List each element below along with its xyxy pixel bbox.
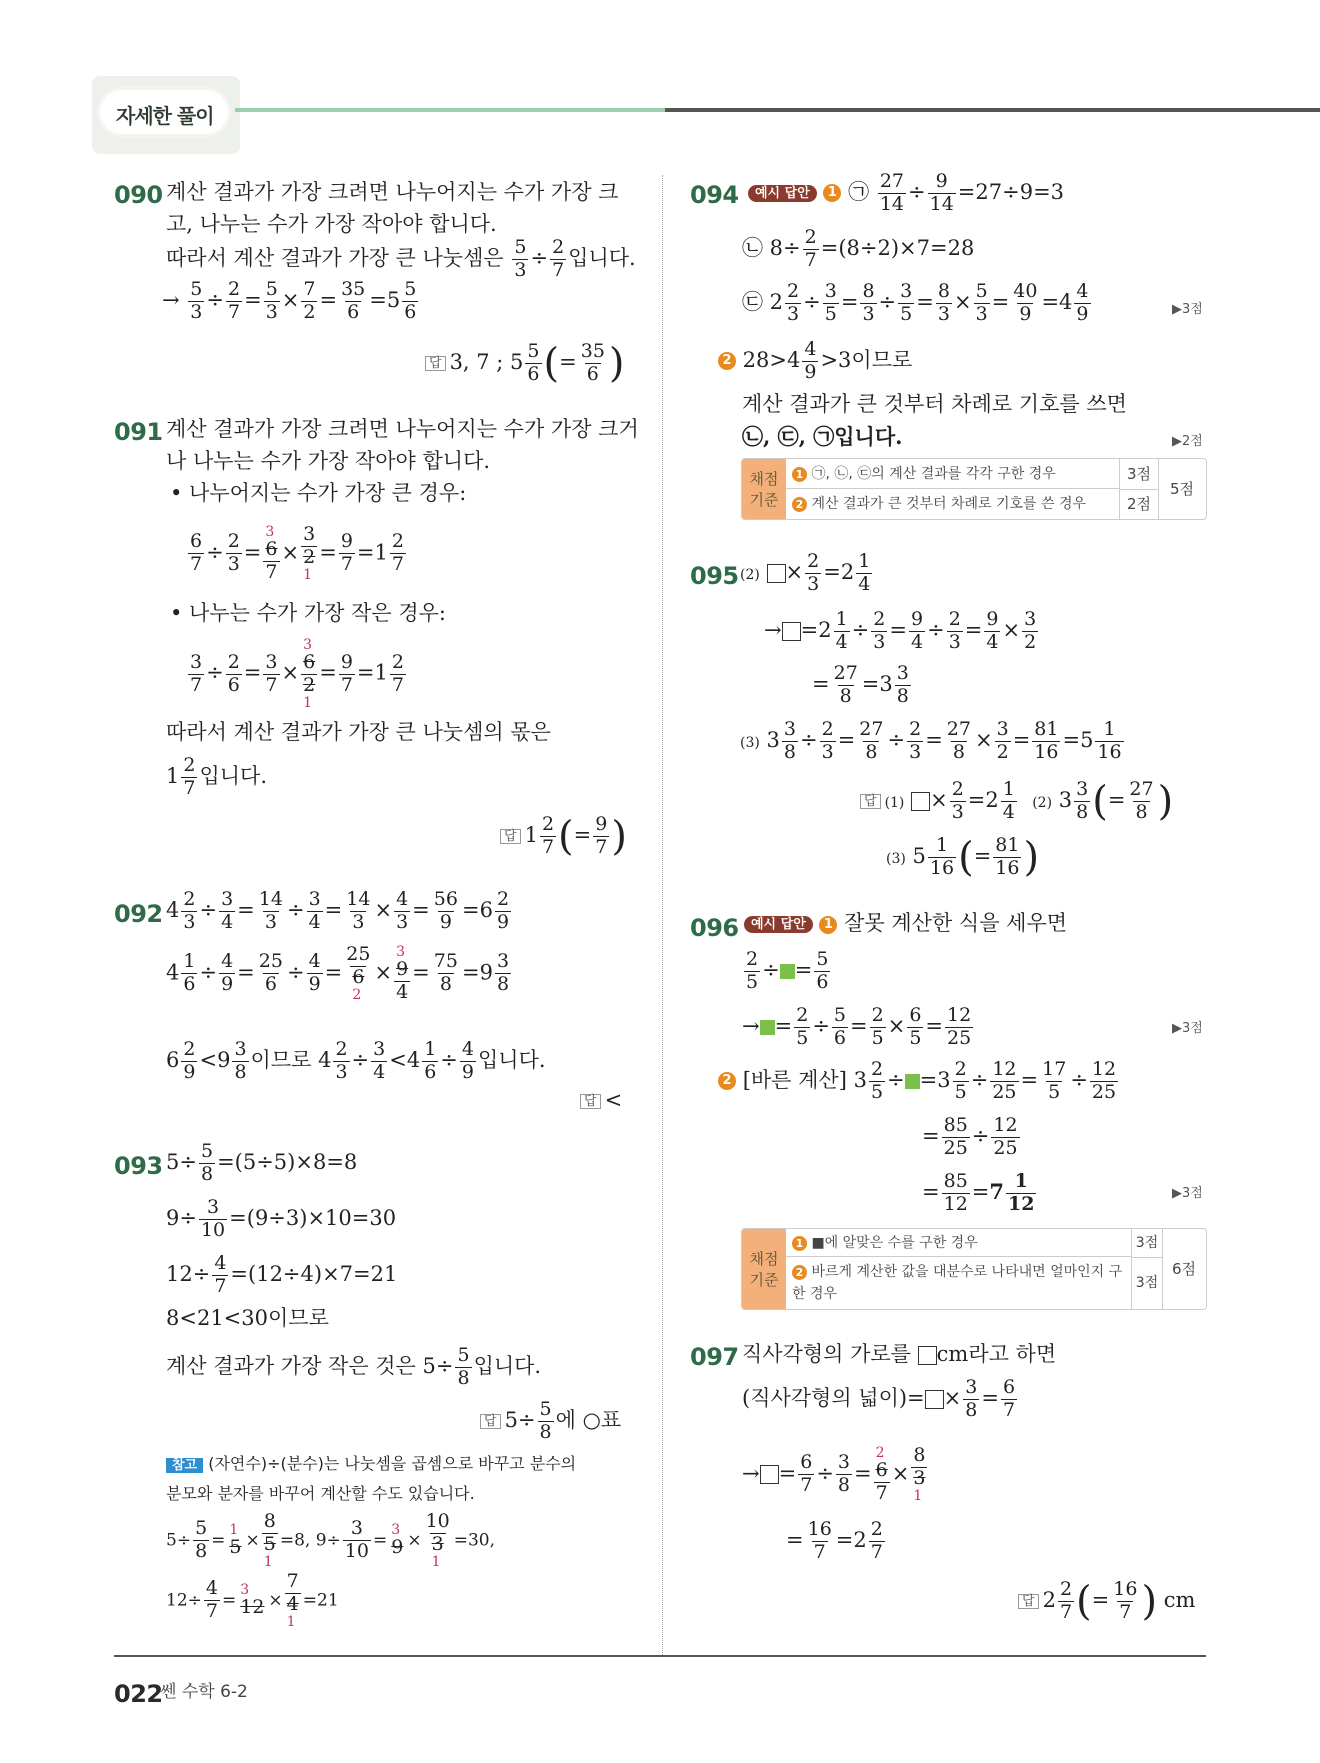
q093-line3: 12÷ $\frac{4}{7}$ =(12÷4)×7=21 — [166, 1252, 398, 1297]
q096-step2: 2 [바른 계산] 3 $\frac{2}{5}$ ÷ =3 $\frac{2}{5}$ ÷ $\frac{12}{25}$ = $\frac{17}{5}$ ÷ $\frac{12}{25}$ — [718, 1060, 1120, 1103]
rubric-item-1: ㉠, ㉡, ㉢의 계산 결과를 각각 구한 경우 — [811, 466, 1056, 482]
q093-ref2: 분모와 분자를 바꾸어 계산할 수도 있습니다. — [166, 1484, 475, 1503]
q096-eq1: $\frac{2}{5}$ ÷ = $\frac{5}{6}$ — [746, 948, 829, 993]
rubric-score-1: 3점 — [1132, 1229, 1163, 1258]
q090-text2: 고, 나누는 수가 가장 작아야 합니다. — [166, 212, 497, 236]
q090-calc: → $\frac{5}{3}$ ÷ $\frac{2}{7}$ = $\frac{5}{3}$ × $\frac{7}{2}$ = $\frac{35}{6}$ =5 $\frac{5}{6}$ — [162, 278, 417, 323]
q094-step1: 예시 답안 1 ㉠ $\frac{27}{14}$ ÷ $\frac{9}{14}$ =27÷9=3 — [748, 172, 1064, 215]
rubric-score-2: 2점 — [1120, 489, 1159, 519]
q094-step2: 2 28>4 $\frac{4}{9}$ >3이므로 — [718, 340, 912, 383]
q093-number: 093 — [114, 1152, 163, 1180]
green-square — [780, 964, 795, 979]
q097-answer: 답 2 $\frac{2}{7}$ (= $\frac{16}{7}$ ) cm — [1018, 1580, 1195, 1623]
book-title: 쎈 수학 6-2 — [160, 1682, 248, 1702]
q093-ref-calc1: 5÷ $\frac{5}{8}$ = 1 5 × 8 5 1 =8, 9÷ $\frac{3}{10}$ = 3 9 × 10 3 1 =30, — [166, 1510, 496, 1570]
q091-text3: 따라서 계산 결과가 가장 큰 나눗셈의 몫은 — [166, 720, 551, 744]
rubric-header: 채점 기준 — [742, 1229, 786, 1309]
q092-number: 092 — [114, 900, 163, 928]
q093-ref1: 참고 (자연수)÷(분수)는 나눗셈을 곱셈으로 바꾸고 분수의 — [166, 1456, 576, 1473]
q092-calc1: 4 $\frac{2}{3}$ ÷ $\frac{3}{4}$ = $\frac{14}{3}$ ÷ $\frac{3}{4}$ = $\frac{14}{3}$ × $\frac{4}{3}$ = $\frac{56}{9}$ =6 $\frac{2}{9}$ — [166, 888, 510, 933]
rubric-total: 5점 — [1169, 480, 1195, 498]
header-rule-dark — [665, 108, 1320, 112]
q090-answer: 답 3, 7 ; 5 $\frac{5}{6}$ (= $\frac{35}{6}$ ) — [425, 342, 625, 385]
rubric-item-2: 계산 결과가 큰 것부터 차례로 기호를 쓴 경우 — [811, 496, 1087, 512]
q091-text4: 1 $\frac{2}{7}$ 입니다. — [166, 754, 268, 799]
q095-calc2: = $\frac{27}{8}$ =3 $\frac{3}{8}$ — [812, 662, 909, 707]
rubric-total: 6점 — [1171, 1260, 1197, 1278]
rubric-score-1: 3점 — [1120, 459, 1159, 490]
q091-calc1: $\frac{6}{7}$ ÷ $\frac{2}{3}$ = 3 6 7 × 3 2 1 = $\frac{9}{7}$ =1 $\frac{2}{7}$ — [190, 523, 404, 583]
q094-points1: ▶3점 — [1172, 302, 1203, 317]
q097-text2: (직사각형의 넓이)= × $\frac{3}{8}$ = $\frac{6}{7}$ — [742, 1376, 1016, 1421]
q096-eq2: → = $\frac{2}{5}$ ÷ $\frac{5}{6}$ = $\frac{2}{5}$ × $\frac{6}{5}$ = $\frac{12}{25}$ — [742, 1004, 972, 1049]
q093-line1: 5÷ $\frac{5}{8}$ =(5÷5)×8=8 — [166, 1140, 358, 1185]
header-rule-green — [235, 108, 665, 112]
q094-text2: ㉡, ㉢, ㉠입니다. — [742, 424, 903, 449]
rubric-score-2: 3점 — [1132, 1257, 1163, 1309]
q094-text1: 계산 결과가 큰 것부터 차례로 기호를 쓰면 — [742, 392, 1127, 416]
q095-answer2: (3) 5 $\frac{1}{16}$ (= $\frac{81}{16}$ ) — [886, 834, 1040, 881]
q091-case2: • 나누는 수가 가장 작은 경우: — [170, 601, 446, 625]
q093-ref-calc2: 12÷ $\frac{4}{7}$ = 3 12 × 7 4 1 =21 — [166, 1570, 339, 1630]
q094-eq2: ㉡ 8÷ $\frac{2}{7}$ =(8÷2)×7=28 — [742, 226, 975, 271]
q093-line5: 계산 결과가 가장 작은 것은 5÷ $\frac{5}{8}$ 입니다. — [166, 1344, 542, 1389]
q092-conclusion: 6 $\frac{2}{9}$ <9 $\frac{3}{8}$ 이므로 4 $\frac{2}{3}$ ÷ $\frac{3}{4}$ <4 $\frac{1}{6}$ ÷ $\frac{4}{9}$ 입니다. — [166, 1038, 546, 1083]
q096-eq3: = $\frac{85}{25}$ ÷ $\frac{12}{25}$ — [922, 1114, 1018, 1159]
q095-answer1: 답 (1) × $\frac{2}{3}$ =2 $\frac{1}{4}$ (2) 3 $\frac{3}{8}$ (= $\frac{27}{8}$ ) — [860, 780, 1173, 823]
q091-case1: • 나누어지는 수가 가장 큰 경우: — [170, 481, 467, 505]
q097-calc1: → = $\frac{6}{7}$ ÷ $\frac{3}{8}$ = 2 6 7 × 8 3 1 — [742, 1444, 926, 1504]
q091-text2: 나 나누는 수가 가장 작아야 합니다. — [166, 449, 491, 473]
q091-calc2: $\frac{3}{7}$ ÷ $\frac{2}{6}$ = $\frac{3}{7}$ × 3 6 2 1 = $\frac{9}{7}$ =1 $\frac{2}{7}$ — [190, 637, 404, 711]
q090-number: 090 — [114, 181, 163, 209]
q093-line4: 8<21<30이므로 — [166, 1306, 329, 1330]
q093-answer: 답 5÷ $\frac{5}{8}$ 에 ○표 — [480, 1400, 621, 1443]
q094-number: 094 — [690, 181, 739, 209]
q090-text3: 따라서 계산 결과가 가장 큰 나눗셈은 $\frac{5}{3}$ ÷ $\frac{2}{7}$ 입니다. — [166, 236, 636, 281]
q097-calc2: = $\frac{16}{7}$ =2 $\frac{2}{7}$ — [786, 1518, 883, 1563]
header-badge — [92, 76, 240, 154]
q091-number: 091 — [114, 418, 163, 446]
q096-number: 096 — [690, 914, 739, 942]
q096-points2: ▶3점 — [1172, 1186, 1203, 1201]
q096-step1: 예시 답안 1 잘못 계산한 식을 세우면 — [744, 913, 1067, 934]
header-title: 자세한 풀이 — [116, 104, 214, 128]
q094-rubric: 채점 기준 1 ㉠, ㉡, ㉢의 계산 결과를 각각 구한 경우 3점 2 계산 결과가 큰 것부터 차례로 기호를 쓴 경우 2점 5점 — [741, 458, 1207, 520]
q092-calc2: 4 $\frac{1}{6}$ ÷ $\frac{4}{9}$ = $\frac{25}{6}$ ÷ $\frac{4}{9}$ = 25 6 2 × 3 9 4 = $\frac{75}{8}$ =9 $\frac{3}{8}$ — [166, 943, 510, 1003]
q090-text1: 계산 결과가 가장 크려면 나누어지는 수가 가장 크 — [166, 180, 619, 204]
q091-answer: 답 1 $\frac{2}{7}$ (= $\frac{9}{7}$ ) — [500, 815, 627, 858]
q096-points1: ▶3점 — [1172, 1021, 1203, 1036]
page-number: 022 — [114, 1680, 163, 1708]
q094-points2: ▶2점 — [1172, 434, 1203, 449]
q097-number: 097 — [690, 1343, 739, 1371]
q093-line2: 9÷ $\frac{3}{10}$ =(9÷3)×10=30 — [166, 1196, 397, 1241]
q096-rubric: 채점 기준 1 ■에 알맞은 수를 구한 경우 3점 2 바르게 계산한 값을 대분수로 나타내면 얼마인지 구한 경우 3점 6점 — [741, 1228, 1207, 1310]
rubric-item-1: ■에 알맞은 수를 구한 경우 — [811, 1235, 978, 1251]
q095-part2: (2) × $\frac{2}{3}$ =2 $\frac{1}{4}$ — [740, 550, 871, 595]
q091-text1: 계산 결과가 가장 크려면 나누어지는 수가 가장 크거 — [166, 417, 639, 441]
footer-rule — [114, 1655, 1206, 1657]
q096-eq4: = $\frac{85}{12}$ =7 $\frac{1}{12}$ — [922, 1170, 1035, 1215]
q094-eq3: ㉢ 2 $\frac{2}{3}$ ÷ $\frac{3}{5}$ = $\frac{8}{3}$ ÷ $\frac{3}{5}$ = $\frac{8}{3}$ × $\frac{5}{3}$ = $\frac{40}{9}$ =4 $\frac{4}{9}$ — [742, 280, 1089, 325]
rubric-header: 채점 기준 — [742, 459, 786, 519]
q095-number: 095 — [690, 562, 739, 590]
q092-answer: 답 < — [580, 1090, 622, 1111]
column-divider — [662, 175, 663, 1655]
rubric-item-2: 바르게 계산한 값을 대분수로 나타내면 얼마인지 구한 경우 — [792, 1264, 1123, 1302]
q095-part3: (3) 3 $\frac{3}{8}$ ÷ $\frac{2}{3}$ = $\frac{27}{8}$ ÷ $\frac{2}{3}$ = $\frac{27}{8}$ × $\frac{3}{2}$ = $\frac{81}{16}$ =5 $\frac{1}{16}$ — [740, 718, 1122, 763]
blank-box — [767, 564, 786, 583]
q095-calc1: → =2 $\frac{1}{4}$ ÷ $\frac{2}{3}$ = $\frac{9}{4}$ ÷ $\frac{2}{3}$ = $\frac{9}{4}$ × $\frac{3}{2}$ — [764, 608, 1037, 653]
q097-text1: 직사각형의 가로를 cm라고 하면 — [742, 1342, 1057, 1366]
